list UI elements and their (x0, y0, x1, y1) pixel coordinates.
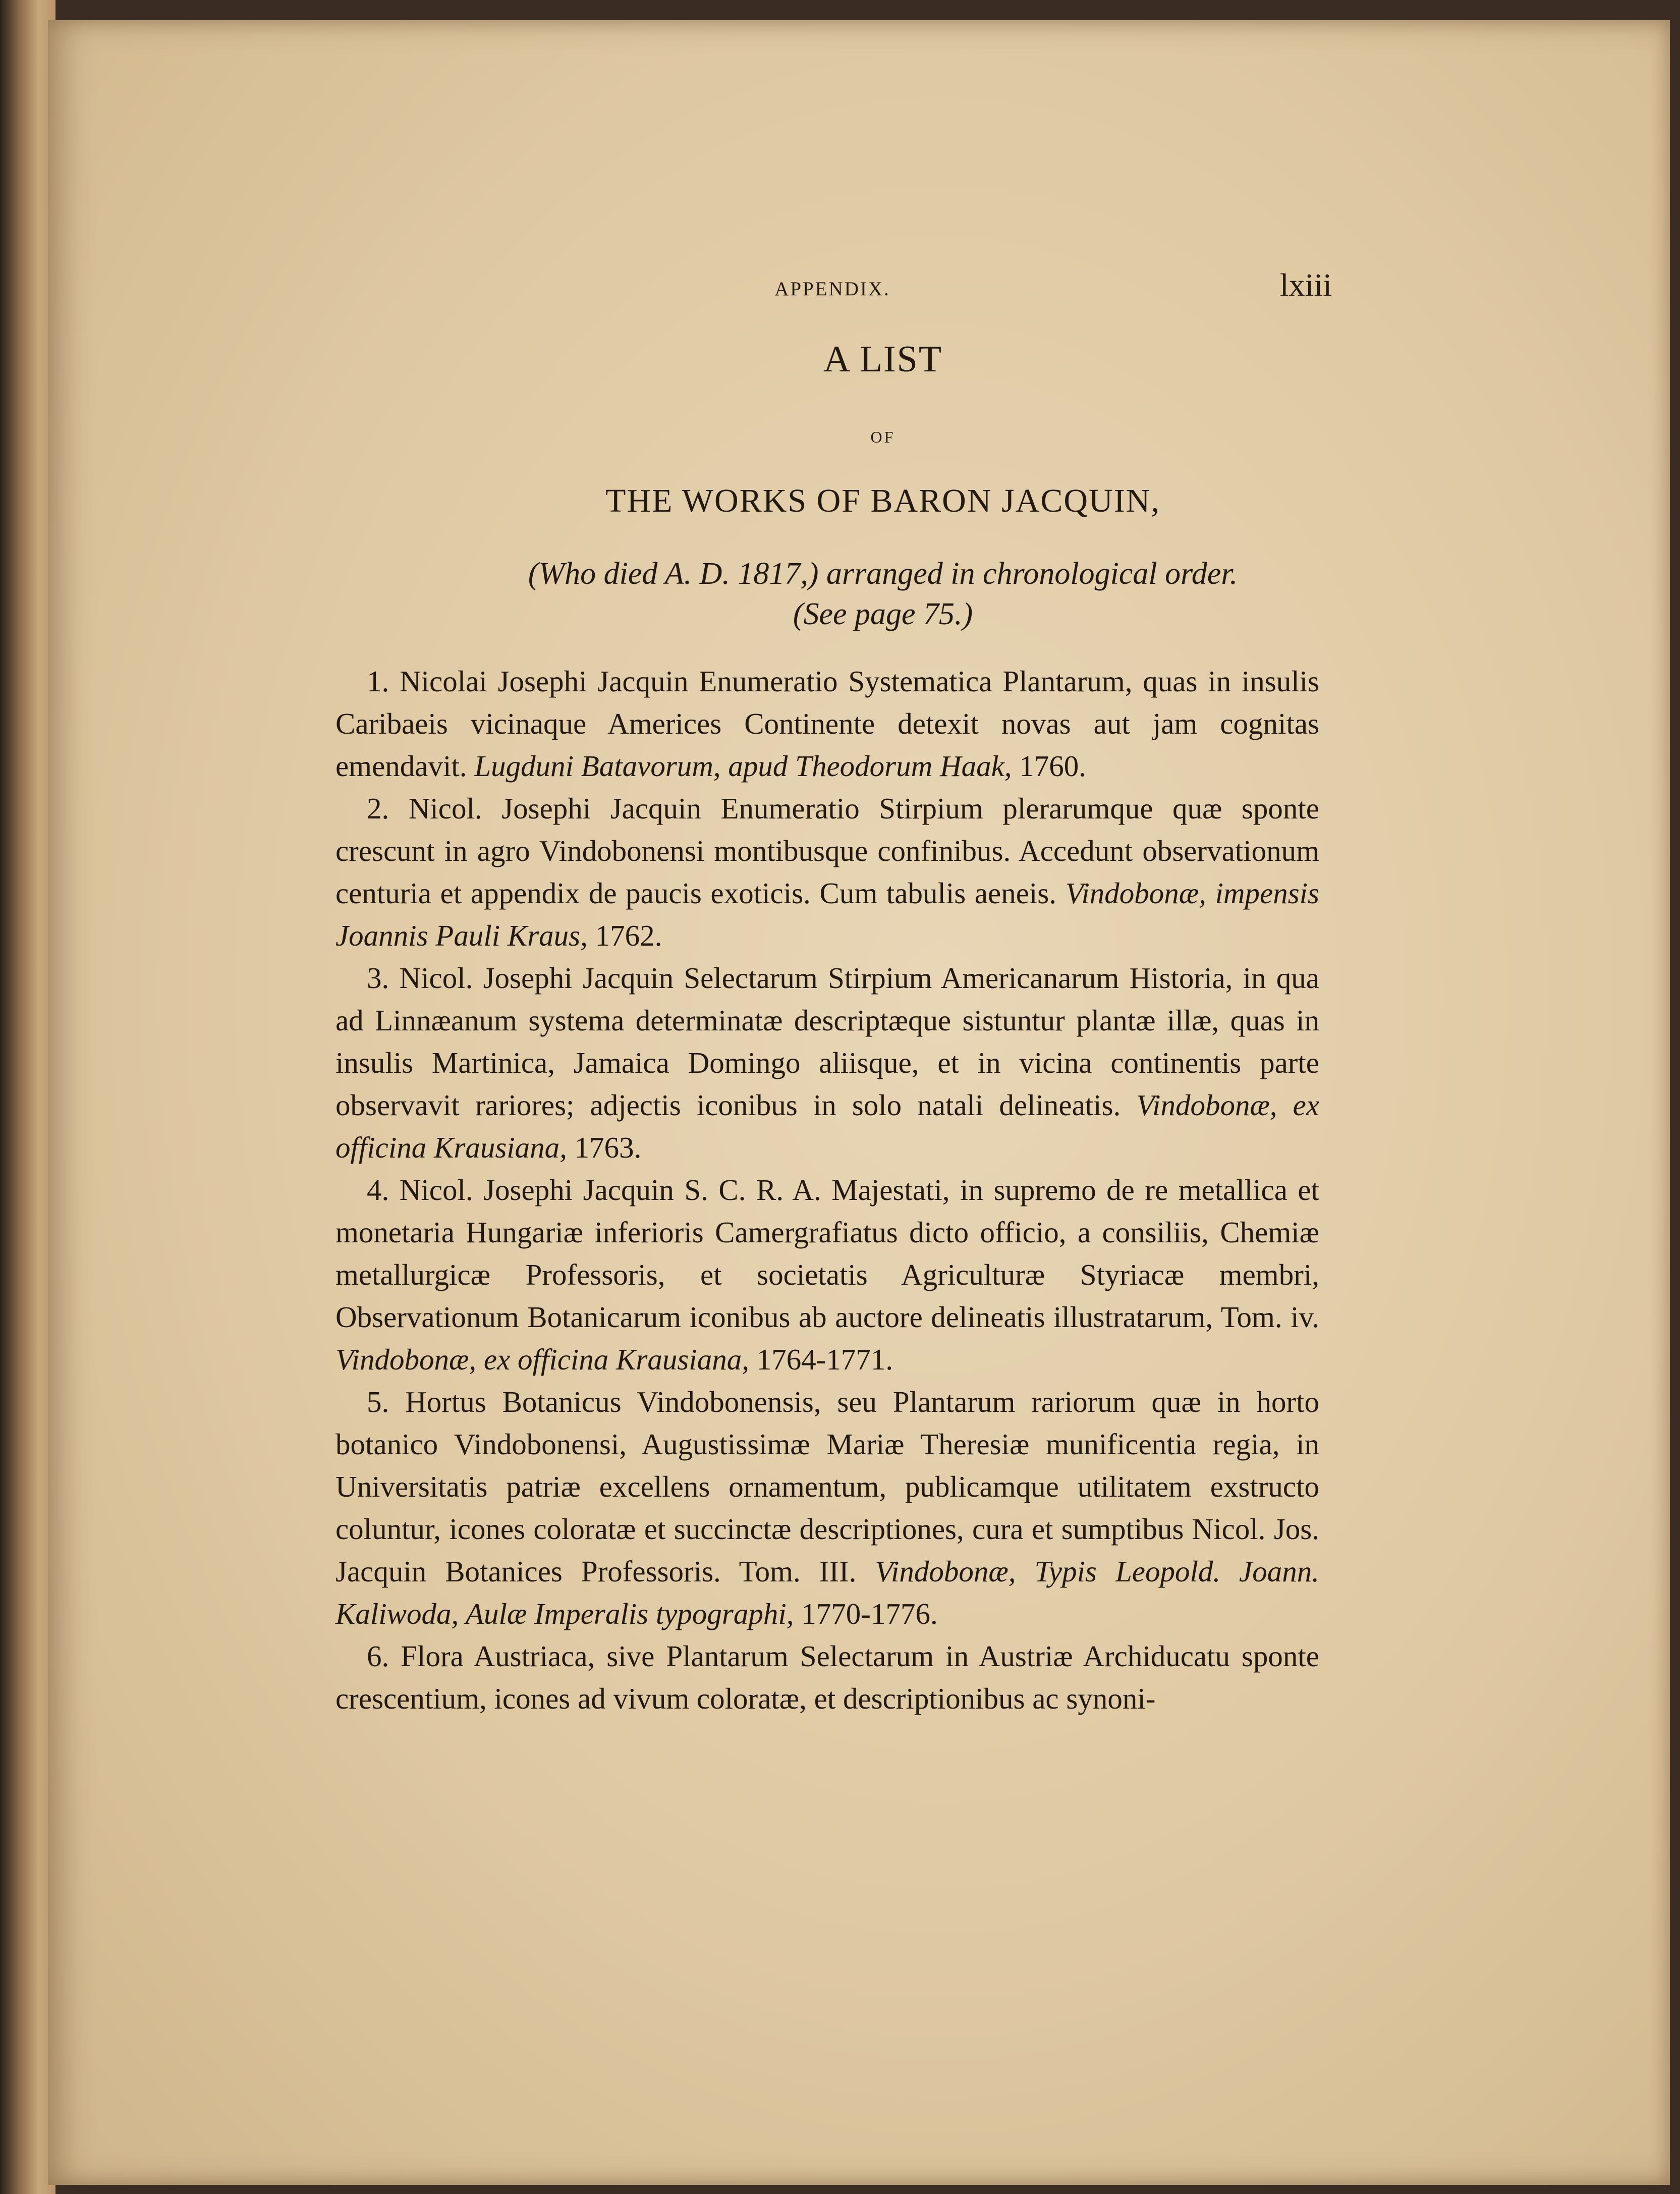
entry-text: 2. Nicol. Josephi Jacquin Enumeratio Stirpium plerarumque quæ sponte crescunt in agro Vindobonensi montibusque confinibus. Accedunt observationum centuria et appendix de paucis exoticis. Cum tabulis aeneis. (335, 792, 1319, 910)
entry-text: 4. Nicol. Josephi Jacquin S. C. R. A. Majestati, in supremo de re metallica et monetaria Hungariæ inferioris Camergrafiatus dicto officio, a consiliis, Chemiæ metallurgicæ Professoris, et societatis Agriculturæ Styriacæ membri, Observationum Botanicarum iconibus ab auctore delineatis illustratarum, Tom. iv. (335, 1173, 1319, 1334)
running-head: APPENDIX. (774, 278, 890, 300)
subtitle-line-1: (Who died A. D. 1817,) arranged in chronological order. (528, 557, 1238, 591)
subtitle-line-2: (See page 75.) (793, 597, 973, 631)
title-of: OF (870, 428, 895, 446)
book-page (48, 20, 1670, 2185)
list-item (335, 787, 1319, 957)
entry-text: 3. Nicol. Josephi Jacquin Selectarum Stirpium Americanarum Historia, in qua ad Linnæanum systema determinatæ descriptæque sistuntur plantæ illæ, quas in insulis Martinica, Jamaica Domingo aliisque, et in vicina continentis parte observavit rariores; adjectis iconibus in solo natali delineatis. (335, 961, 1319, 1122)
list-item (335, 1635, 1319, 1720)
list-item (335, 660, 1319, 787)
entry-date: 1763. (574, 1131, 642, 1164)
list-item (335, 1381, 1319, 1635)
title-line-1: A LIST (823, 339, 943, 380)
entry-date: 1760. (1019, 749, 1087, 783)
entry-text: 5. Hortus Botanicus Vindobonensis, seu Plantarum rariorum quæ in horto botanico Vindobonensi, Augustissimæ Mariæ Theresiæ munificentia regia, in Universitatis patriæ excellens ornamentum, publicamque utilitatem exstructo coluntur, icones coloratæ et succinctæ descriptiones, cura et sumptibus Nicol. Jos. Jacquin Botanices Professoris. Tom. III. (335, 1385, 1319, 1588)
entry-list (335, 660, 1319, 1720)
entry-text: 1. Nicolai Josephi Jacquin Enumeratio Systematica Plantarum, quas in insulis Caribaeis vicinaque Americes Continente detexit novas aut jam cognitas emendavit. (335, 665, 1319, 783)
entry-date: 1770-1776. (801, 1597, 938, 1630)
book-spine-edge (0, 0, 55, 2194)
list-item (335, 1169, 1319, 1381)
title-line-2: THE WORKS OF BARON JACQUIN, (605, 482, 1160, 519)
page-number: lxiii (1279, 267, 1332, 303)
list-item (335, 957, 1319, 1169)
entry-imprint: Vindobonæ, impensis Joannis Pauli Kraus, (335, 876, 1320, 952)
entry-text: 6. Flora Austriaca, sive Plantarum Selectarum in Austriæ Archiducatu sponte crescentium, icones ad vivum coloratæ, et descriptionibus ac synoni- (335, 1639, 1319, 1715)
entry-imprint: Lugduni Batavorum, apud Theodorum Haak, (474, 749, 1012, 783)
entry-date: 1764-1771. (756, 1343, 893, 1376)
entry-imprint: Vindobonæ, Typis Leopold. Joann. Kaliwoda, Aulæ Imperalis typographi, (335, 1555, 1319, 1630)
entry-imprint: Vindobonæ, ex officina Krausiana, (335, 1088, 1320, 1164)
entry-date: 1762. (595, 919, 662, 952)
entry-imprint: Vindobonæ, ex officina Krausiana, (335, 1343, 749, 1376)
